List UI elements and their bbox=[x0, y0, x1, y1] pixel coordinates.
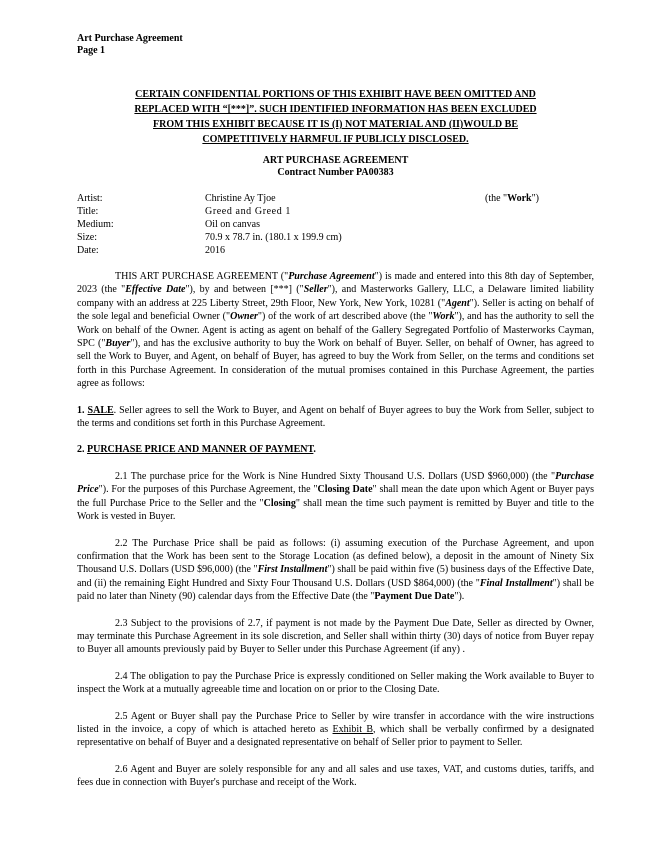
artwork-row-artist bbox=[77, 192, 594, 205]
text-run: Payment Due Date bbox=[374, 591, 455, 603]
text-run: Agent bbox=[445, 297, 470, 309]
note-text: ") bbox=[531, 193, 540, 204]
agreement-title-block bbox=[77, 155, 594, 178]
text-run: 1. bbox=[77, 404, 88, 416]
note-text: (the " bbox=[485, 193, 508, 204]
intro-paragraph bbox=[77, 270, 594, 391]
text-run: Closing Date bbox=[317, 484, 373, 496]
text-run: Purchase Price bbox=[77, 470, 594, 496]
text-run: 2. bbox=[77, 444, 87, 456]
document-header bbox=[77, 33, 594, 57]
text-run: 2.6 Agent and Buyer are solely responsible for any and all sales and use taxes, VAT, and customs duties, tariffs, and fees due in connection with Buyer's purchase and receipt of the Work. bbox=[77, 763, 594, 789]
text-run: 2.3 Subject to the provisions of 2.7, if payment is not made by the Payment Due Date, Seller as directed by Owner, may terminate this Purchase Agreement in its sole discretion, and Seller shall within thirty (30) days of notice from Buyer repay to Buyer all amounts previously paid by Buyer to Seller under this Purchase Agreement (if any) . bbox=[77, 617, 594, 656]
text-run: THIS ART PURCHASE AGREEMENT (" bbox=[115, 271, 289, 282]
text-run: Final Installment bbox=[479, 577, 553, 589]
text-run: , which shall be verbally confirmed by a designated representative on behalf of Buyer and a designated representative on behalf of Seller prior to payment to Seller. bbox=[77, 723, 594, 749]
text-run: "). Seller is acting on behalf of the sole legal and beneficial Owner (" bbox=[77, 297, 595, 323]
artwork-row-date bbox=[77, 244, 594, 257]
confidentiality-notice bbox=[77, 87, 594, 147]
text-run: Purchase Agreement bbox=[288, 271, 375, 282]
text-run: Owner bbox=[230, 311, 258, 323]
text-run: "). For the purposes of this Purchase Agreement, the " bbox=[98, 484, 318, 496]
notice-line: REPLACED WITH “[***]”. SUCH IDENTIFIED INFORMATION HAS BEEN EXCLUDED bbox=[134, 104, 537, 115]
text-run: Exhibit B bbox=[332, 723, 373, 735]
artwork-value: 70.9 x 78.7 in. (180.1 x 199.9 cm) bbox=[205, 232, 342, 243]
section-2-heading bbox=[77, 443, 594, 456]
text-run: ") is made and entered into this 8th day of September, 2023 (the " bbox=[77, 271, 595, 296]
text-run: . bbox=[313, 444, 316, 456]
text-run: "). bbox=[454, 591, 465, 603]
doc-header-title: Art Purchase Agreement bbox=[77, 33, 183, 44]
artwork-value: 2016 bbox=[205, 245, 225, 256]
note-term: Work bbox=[507, 193, 532, 204]
text-run: Effective Date bbox=[125, 284, 186, 296]
text-run: " shall mean the time such payment is remitted by Buyer and title to the Work is vested in Buyer. bbox=[77, 497, 594, 523]
text-run: "), and has the authority to sell the Work on behalf of the Owner. Agent is acting as agent on behalf of the Gallery Segregated Portfolio of Masterworks Cayman, SPC (" bbox=[77, 311, 594, 350]
text-run: SALE bbox=[87, 404, 114, 416]
artwork-label: Date: bbox=[77, 245, 99, 256]
doc-header-page-number: Page 1 bbox=[77, 45, 106, 56]
clause-2-6 bbox=[77, 763, 594, 790]
artwork-label: Title: bbox=[77, 206, 99, 217]
agreement-title: ART PURCHASE AGREEMENT bbox=[262, 155, 409, 166]
artwork-label: Medium: bbox=[77, 219, 114, 230]
text-run: ") shall be paid within five (5) business days of the Effective Date, and (ii) the remaining Eight Hundred and Sixty Four Thousand U.S. Dollars (USD $864,000) (the " bbox=[77, 564, 595, 589]
text-run: PURCHASE PRICE AND MANNER OF PAYMENT bbox=[87, 444, 314, 456]
text-run: Seller bbox=[303, 284, 328, 296]
clause-2-1 bbox=[77, 470, 594, 524]
section-1-sale bbox=[77, 404, 594, 431]
artwork-label: Artist: bbox=[77, 193, 103, 204]
notice-line: COMPETITIVELY HARMFUL IF PUBLICLY DISCLOSED. bbox=[202, 134, 469, 145]
text-run: Work bbox=[432, 311, 455, 323]
artwork-label: Size: bbox=[77, 232, 97, 243]
text-run: ") of the work of art described above (the " bbox=[257, 311, 433, 323]
artwork-value: Greed and Greed 1 bbox=[205, 206, 291, 217]
artwork-details bbox=[77, 192, 594, 257]
work-definition-note bbox=[485, 192, 539, 205]
contract-number: Contract Number PA00383 bbox=[277, 166, 394, 178]
text-run: Buyer bbox=[105, 338, 131, 350]
text-run: 2.4 The obligation to pay the Purchase Price is expressly conditioned on Seller making the Work available to Buyer to inspect the Work at a mutually agreeable time and location on or prior to the Closing Date. bbox=[77, 670, 594, 696]
text-run: . Seller agrees to sell the Work to Buyer, and Agent on behalf of Buyer agrees to buy the Work from Seller, subject to the terms and conditions set forth in this Purchase Agreement. bbox=[77, 404, 594, 430]
artwork-row-medium bbox=[77, 218, 594, 231]
artwork-row-title bbox=[77, 205, 594, 218]
text-run: 2.5 Agent or Buyer shall pay the Purchase Price to Seller by wire transfer in accordance with the wire instructions listed in the invoice, a copy of which is attached hereto as bbox=[77, 710, 594, 735]
notice-line: CERTAIN CONFIDENTIAL PORTIONS OF THIS EXHIBIT HAVE BEEN OMITTED AND bbox=[135, 89, 536, 100]
text-run: "), by and between [***] (" bbox=[185, 284, 304, 296]
text-run: First Installment bbox=[257, 564, 328, 576]
text-run: "), and has the exclusive authority to buy the Work on behalf of Buyer. Seller, on behalf of Owner, has agreed to sell the Work to Buyer, and Agent, on behalf of Buyer, has agreed to buy the Work from Seller, on the terms and conditions set forth in this Purchase Agreement. In consideration of the mutual promises contained in this Purchase Agreement, the parties agree as follows: bbox=[77, 338, 594, 390]
text-run: ") shall be paid no later than Ninety (90) calendar days from the Effective Date (the " bbox=[77, 577, 594, 603]
clause-2-2 bbox=[77, 537, 594, 604]
artwork-value: Oil on canvas bbox=[205, 219, 260, 230]
text-run: 2.1 The purchase price for the Work is Nine Hundred Sixty Thousand U.S. Dollars (USD $960,000) (the " bbox=[115, 470, 556, 482]
clause-2-3 bbox=[77, 617, 594, 657]
agreement-body bbox=[77, 270, 594, 790]
clause-2-4 bbox=[77, 670, 594, 697]
text-run: " shall mean the date upon which Agent or Buyer pays the full Purchase Price to the Seller and the " bbox=[77, 484, 594, 509]
text-run: Closing bbox=[263, 497, 296, 509]
clause-2-5 bbox=[77, 710, 594, 750]
artwork-value: Christine Ay Tjoe bbox=[205, 193, 276, 204]
notice-line: FROM THIS EXHIBIT BECAUSE IT IS (I) NOT MATERIAL AND (II)WOULD BE bbox=[153, 119, 518, 130]
text-run: 2.2 The Purchase Price shall be paid as follows: (i) assuming execution of the Purchase Agreement, and upon confirmation that the Work has been sent to the Storage Location (as defined below), a deposit in the amount of Ninety Six Thousand U.S. Dollars (USD $96,000) (the " bbox=[77, 537, 594, 576]
artwork-row-size bbox=[77, 231, 594, 244]
text-run: "), and Masterworks Gallery, LLC, a Delaware limited liability company with an address at 225 Liberty Street, 29th Floor, New York, New York, 10281 (" bbox=[77, 284, 594, 309]
